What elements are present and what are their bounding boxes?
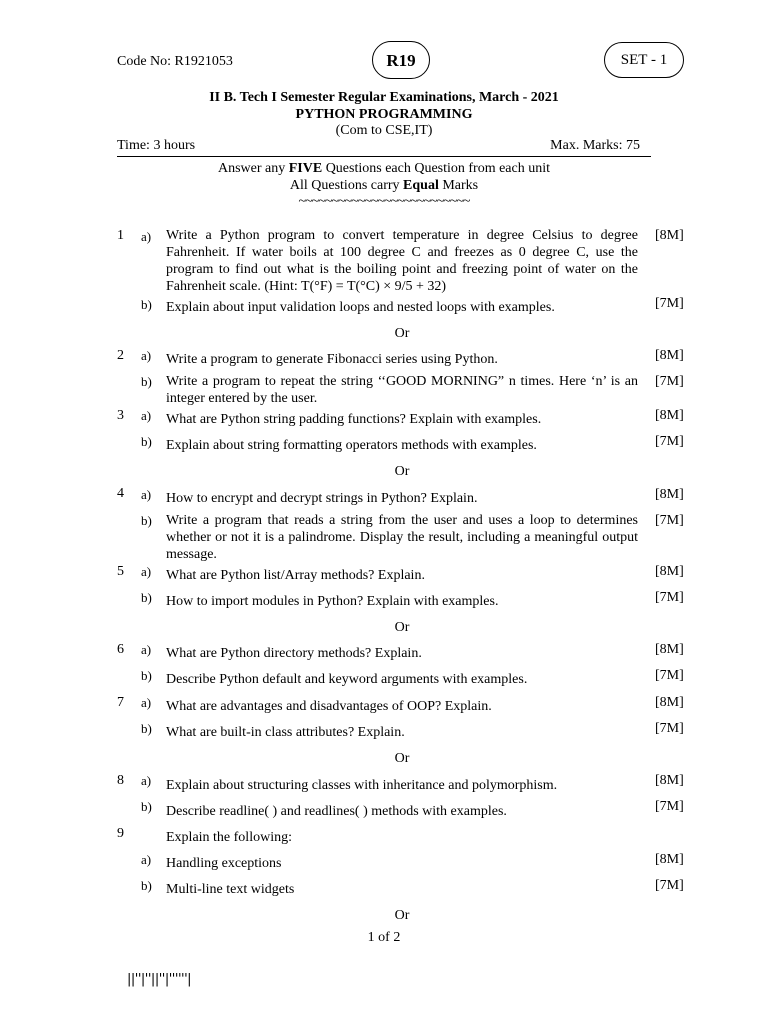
max-marks: Max. Marks: 75 xyxy=(550,138,640,153)
question-marks: [7M] xyxy=(655,434,684,449)
part-label: a) xyxy=(141,642,152,657)
question-text: Describe readline( ) and readlines( ) methods with examples. xyxy=(166,804,507,819)
part-label: b) xyxy=(141,799,152,814)
question-marks: [8M] xyxy=(655,642,684,657)
part-label: b) xyxy=(141,590,152,605)
question-text: What are advantages and disadvantages of OOP? Explain. xyxy=(166,699,492,714)
question-text: Describe Python default and keyword arguments with examples. xyxy=(166,672,528,687)
question-number: 2 xyxy=(117,348,124,363)
set-badge: SET - 1 xyxy=(604,42,684,78)
barcode: ||''|''||''|''''''| xyxy=(127,972,192,987)
question-text: How to import modules in Python? Explain with examples. xyxy=(166,594,499,609)
question-text: How to encrypt and decrypt strings in Python? Explain. xyxy=(166,491,478,506)
question-number: 1 xyxy=(117,228,124,243)
question-marks: [7M] xyxy=(655,721,684,736)
or-divider: Or xyxy=(394,620,410,635)
question-marks: [7M] xyxy=(655,513,684,528)
question-text: Write a program that reads a string from the user and uses a loop to determines whether or not it is a palindrome. Display the result, including a meaningful output message. xyxy=(166,513,638,562)
code-number: Code No: R1921053 xyxy=(117,54,233,69)
or-divider: Or xyxy=(394,751,410,766)
question-text: Multi-line text widgets xyxy=(166,882,295,897)
part-label: b) xyxy=(141,878,152,893)
part-label: a) xyxy=(141,229,152,244)
question-number: 7 xyxy=(117,695,124,710)
part-label: a) xyxy=(141,852,152,867)
question-number: 4 xyxy=(117,486,124,501)
part-label: a) xyxy=(141,487,152,502)
question-number: 6 xyxy=(117,642,124,657)
question-text: Explain about input validation loops and nested loops with examples. xyxy=(166,300,555,315)
question-text: Write a program to generate Fibonacci series using Python. xyxy=(166,352,498,367)
subject-title: PYTHON PROGRAMMING xyxy=(295,107,473,122)
or-divider: Or xyxy=(394,326,410,341)
branches: (Com to CSE,IT) xyxy=(335,123,433,138)
question-marks: [8M] xyxy=(655,487,684,502)
part-label: a) xyxy=(141,773,152,788)
question-marks: [8M] xyxy=(655,852,684,867)
question-marks: [8M] xyxy=(655,564,684,579)
instruction-line-1: Answer any FIVE Questions each Question from each unit xyxy=(217,161,551,176)
part-label: b) xyxy=(141,434,152,449)
part-label: a) xyxy=(141,695,152,710)
part-label: b) xyxy=(141,668,152,683)
question-marks: [7M] xyxy=(655,374,684,389)
part-label: b) xyxy=(141,721,152,736)
part-label: a) xyxy=(141,348,152,363)
question-marks: [8M] xyxy=(655,408,684,423)
question-number: 5 xyxy=(117,564,124,579)
regulation-badge: R19 xyxy=(372,41,430,79)
question-marks: [7M] xyxy=(655,878,684,893)
question-number: 3 xyxy=(117,408,124,423)
question-marks: [7M] xyxy=(655,296,684,311)
question-text: Handling exceptions xyxy=(166,856,282,871)
part-label: a) xyxy=(141,408,152,423)
part-label: b) xyxy=(141,297,152,312)
or-divider: Or xyxy=(394,464,410,479)
page-number: 1 of 2 xyxy=(367,930,401,945)
question-marks: [7M] xyxy=(655,799,684,814)
part-label: b) xyxy=(141,513,152,528)
question-text: What are Python directory methods? Explain. xyxy=(166,646,422,661)
question-number: 9 xyxy=(117,826,124,841)
question-text: Write a program to repeat the string ‘‘GOOD MORNING” n times. Here ‘n’ is an integer entered by the user. xyxy=(166,374,638,406)
question-text: Explain about string formatting operators methods with examples. xyxy=(166,438,537,453)
instruction-separator: ~~~~~~~~~~~~~~~~~~~~~~~~~~ xyxy=(298,194,470,209)
exam-duration: Time: 3 hours xyxy=(117,138,196,153)
question-text: What are Python list/Array methods? Explain. xyxy=(166,568,425,583)
question-number: 8 xyxy=(117,773,124,788)
part-label: a) xyxy=(141,564,152,579)
question-text: What are built-in class attributes? Explain. xyxy=(166,725,405,740)
question-text: Write a Python program to convert temperature in degree Celsius to degree Fahrenheit. If water boils at 100 degree C and freezes as 0 degree C, use the program to find out what is the boiling point and freezing point of water on the Fahrenheit scale. (Hint: T(°F) = T(°C) × 9/5 + 32) xyxy=(166,228,638,294)
question-marks: [8M] xyxy=(655,348,684,363)
question-marks: [8M] xyxy=(655,773,684,788)
part-label: b) xyxy=(141,374,152,389)
question-text: Explain about structuring classes with inheritance and polymorphism. xyxy=(166,778,558,793)
question-marks: [8M] xyxy=(655,695,684,710)
question-marks: [7M] xyxy=(655,668,684,683)
instruction-line-2: All Questions carry Equal Marks xyxy=(289,178,479,193)
header-divider xyxy=(117,156,651,157)
question-text: What are Python string padding functions? Explain with examples. xyxy=(166,412,542,427)
or-divider: Or xyxy=(394,908,410,923)
question-marks: [7M] xyxy=(655,590,684,605)
exam-title: II B. Tech I Semester Regular Examinations, March - 2021 xyxy=(209,90,559,105)
question-marks: [8M] xyxy=(655,228,684,243)
question-intro: Explain the following: xyxy=(166,830,292,845)
